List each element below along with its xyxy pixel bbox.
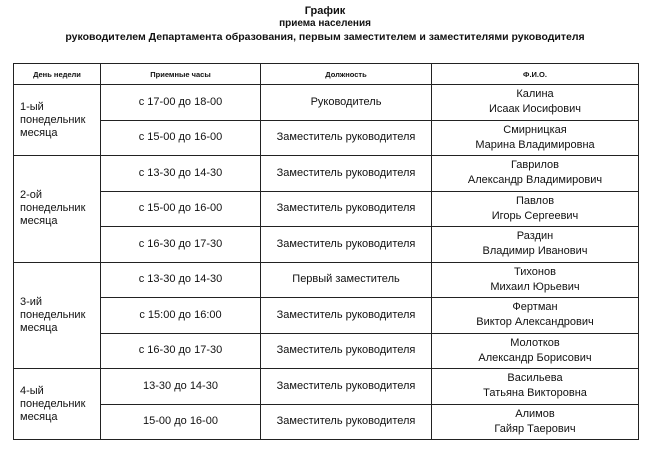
hours-cell [101,156,261,192]
position-text: Заместитель руководителя [276,166,416,179]
position-text: Руководитель [310,95,382,108]
position-text: Заместитель руководителя [276,415,416,428]
day-label-line: 3-ий [20,295,43,308]
position-cell [261,120,432,156]
day-label-line: понедельник [20,113,86,126]
given-name-text: Владимир Иванович [482,245,588,258]
position-cell [261,262,432,298]
table-row [14,85,639,121]
table-row [14,120,639,156]
surname-text: Раздин [516,230,554,243]
name-cell [432,120,639,156]
position-text: Заместитель руководителя [276,308,416,321]
surname-text: Молотков [510,336,560,349]
position-text: Первый заместитель [292,273,400,286]
hours-cell [101,298,261,334]
given-name-text: Михаил Юрьевич [490,280,580,293]
day-label-line: месяца [20,410,58,423]
column-header-position: Должность [261,64,432,85]
hours-cell [101,191,261,227]
table-row [14,156,639,192]
name-cell [432,85,639,121]
day-label-line: понедельник [20,308,86,321]
table-row [14,333,639,369]
day-label-line: 2-ой [20,189,43,202]
position-cell [261,404,432,440]
hours-text: с 17-00 до 18-00 [138,95,223,108]
day-label-line: 1-ый [20,100,44,113]
surname-text: Алимов [515,407,555,420]
surname-text: Калина [516,88,554,101]
position-text: Заместитель руководителя [276,344,416,357]
day-cell [14,156,101,263]
hours-text: с 15-00 до 16-00 [138,131,223,144]
position-text: Заместитель руководителя [276,202,416,215]
day-label-line: месяца [20,126,58,139]
given-name-text: Татьяна Викторовна [483,387,587,400]
position-cell [261,156,432,192]
table-row [14,191,639,227]
position-cell [261,333,432,369]
day-label-line: месяца [20,215,58,228]
name-cell [432,298,639,334]
surname-text: Гаврилов [510,159,560,172]
position-text: Заместитель руководителя [276,237,416,250]
given-name-text: Александр Борисович [478,351,592,364]
hours-cell [101,369,261,405]
hours-text: с 13-30 до 14-30 [138,273,223,286]
position-cell [261,191,432,227]
column-header-name: Ф.И.О. [432,64,639,85]
hours-text: с 16-30 до 17-30 [138,237,223,250]
column-header-hours: Приемные часы [101,64,261,85]
hours-text: с 13-30 до 14-30 [138,166,223,179]
hours-cell [101,404,261,440]
day-cell [14,369,101,440]
given-name-text: Виктор Александрович [476,316,594,329]
day-label-line: 4-ый [20,384,44,397]
table-row [14,298,639,334]
name-cell [432,369,639,405]
surname-text: Фертман [512,301,558,314]
day-label-line: понедельник [20,202,86,215]
document-title: График [304,5,346,17]
given-name-text: Марина Владимировна [475,138,595,151]
table-row [14,404,639,440]
given-name-text: Александр Владимирович [467,174,603,187]
position-cell [261,298,432,334]
hours-text: с 16-30 до 17-30 [138,344,223,357]
position-text: Заместитель руководителя [276,379,416,392]
table-row [14,262,639,298]
schedule-body [14,85,639,440]
surname-text: Смирницкая [503,123,567,136]
position-cell [261,227,432,263]
surname-text: Павлов [515,194,555,207]
day-label-line: понедельник [20,397,86,410]
document-subtitle: приема населения [279,18,371,29]
schedule-table [13,63,639,440]
hours-text: с 15-00 до 16-00 [138,202,223,215]
name-cell [432,156,639,192]
table-row [14,227,639,263]
name-cell [432,404,639,440]
day-label-line: месяца [20,321,58,334]
position-cell [261,85,432,121]
surname-text: Тихонов [514,265,556,278]
day-cell [14,262,101,369]
table-header-row [14,64,639,85]
table-row [14,369,639,405]
day-cell [14,85,101,156]
given-name-text: Исаак Иосифович [488,103,582,116]
hours-cell [101,227,261,263]
position-text: Заместитель руководителя [276,131,416,144]
hours-cell [101,262,261,298]
hours-cell [101,85,261,121]
hours-cell [101,120,261,156]
hours-text: 15-00 до 16-00 [143,415,218,428]
column-header-day: День недели [14,64,101,85]
name-cell [432,191,639,227]
document-heading-line: руководителем Департамента образования, первым заместителем и заместителями руководителя [65,31,585,43]
hours-text: 13-30 до 14-30 [143,379,218,392]
hours-cell [101,333,261,369]
hours-text: с 15:00 до 16:00 [139,308,222,321]
name-cell [432,227,639,263]
given-name-text: Гайяр Таерович [494,422,576,435]
given-name-text: Игорь Сергеевич [491,209,579,222]
surname-text: Васильева [507,372,563,385]
name-cell [432,262,639,298]
name-cell [432,333,639,369]
position-cell [261,369,432,405]
